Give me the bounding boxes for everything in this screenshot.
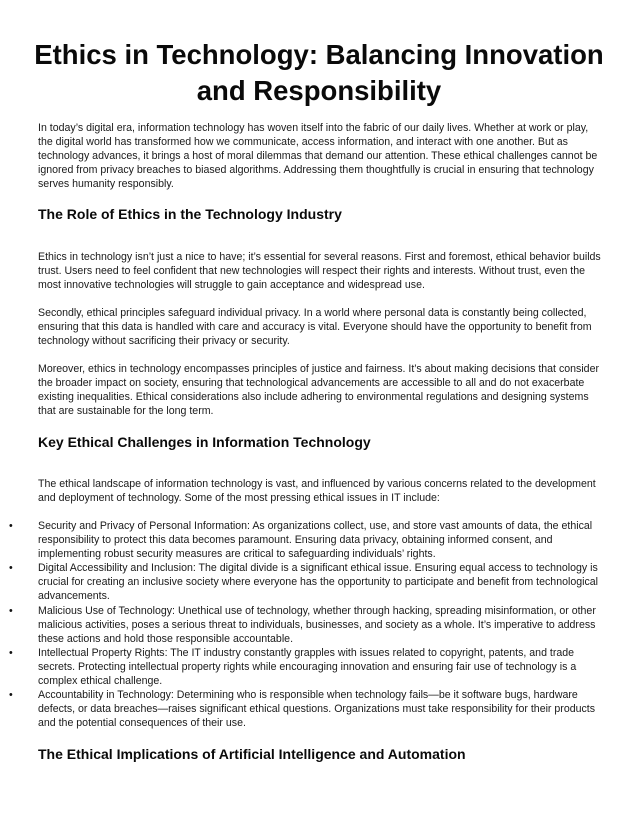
section1-paragraph-1: Ethics in technology isn’t just a nice to have; it’s essential for several reasons. First and foremost, ethical behavior builds trust. Users need to feel confident that new technologies will respect their rights and interests. Without trust, even the most innovative technologies will struggle to gain acceptance and widespread use. (38, 251, 601, 292)
bullet-icon: • (9, 646, 13, 659)
list-item (0, 561, 638, 603)
intro-paragraph: In today’s digital era, information technology has woven itself into the fabric of our daily lives. Whether at work or play, the digital world has transformed how we communicate, access information, and interact with one another. But as technology advances, it brings a host of moral dilemmas that demand our attention. These ethical challenges cannot be ignored from privacy breaches to biased algorithms. Addressing them thoughtfully is crucial in ensuring that technology serves humanity responsibly. (38, 122, 598, 191)
bullet-icon: • (9, 604, 13, 617)
section-heading-ai-automation: The Ethical Implications of Artificial Intelligence and Automation (38, 746, 466, 762)
list-item (0, 519, 638, 561)
list-item (0, 604, 638, 646)
document-title: Ethics in Technology: Balancing Innovation and Responsibility (34, 39, 604, 106)
bullet-icon: • (9, 689, 13, 702)
bullet-icon: • (9, 520, 13, 532)
section1-paragraph-2: Secondly, ethical principles safeguard individual privacy. In a world where personal data is constantly being collected, ensuring that this data is handled with care and accuracy is vital. Everyone should have the opportunity to benefit from technology without sacrificing their privacy or security. (38, 307, 592, 348)
list-item (0, 646, 638, 688)
section2-intro-paragraph: The ethical landscape of information technology is vast, and influenced by various concerns related to the development and deployment of technology. Some of the most pressing ethical issues in IT include: (38, 478, 596, 505)
list-item (0, 688, 638, 730)
bullet-text: Accountability in Technology: Determining who is responsible when technology fails—be it software bugs, hardware defects, or data breaches—raises significant ethical questions. Organizations must take responsibility for their products and the potential consequences of their use. (38, 689, 596, 730)
section-heading-key-challenges: Key Ethical Challenges in Information Technology (38, 434, 371, 450)
bullet-text: Security and Privacy of Personal Information: As organizations collect, use, and store vast amounts of data, the ethical responsibility to protect this data becomes paramount. Ensuring data privacy, obtaining informed consent, and implementing robust security measures are critical to safeguarding individuals’ rights. (38, 520, 593, 561)
section1-paragraph-3: Moreover, ethics in technology encompasses principles of justice and fairness. It’s about making decisions that consider the broader impact on society, ensuring that technological advancements are accessible to all and do not exacerbate existing inequalities. Ethical considerations also include adhering to environmental regulations and designing systems that are sustainable for the long term. (38, 363, 599, 418)
bullet-text: Malicious Use of Technology: Unethical use of technology, whether through hacking, spreading misinformation, or other malicious activities, poses a serious threat to individuals, businesses, and society as a whole. It’s imperative to address these actions and hold those responsible accountable. (38, 604, 596, 645)
section-heading-role-of-ethics: The Role of Ethics in the Technology Industry (38, 206, 342, 222)
bullet-icon: • (9, 562, 13, 575)
challenges-bullet-list (0, 519, 638, 730)
bullet-text: Intellectual Property Rights: The IT industry constantly grapples with issues related to copyright, patents, and trade secrets. Protecting intellectual property rights while encouraging innovation and ensuring fair use of technology is a complex ethical challenge. (38, 646, 577, 688)
bullet-text: Digital Accessibility and Inclusion: The digital divide is a significant ethical issue. Ensuring equal access to technology is crucial for creating an inclusive society where everyone has the opportunity to participate and benefit from technological advancements. (38, 562, 599, 603)
